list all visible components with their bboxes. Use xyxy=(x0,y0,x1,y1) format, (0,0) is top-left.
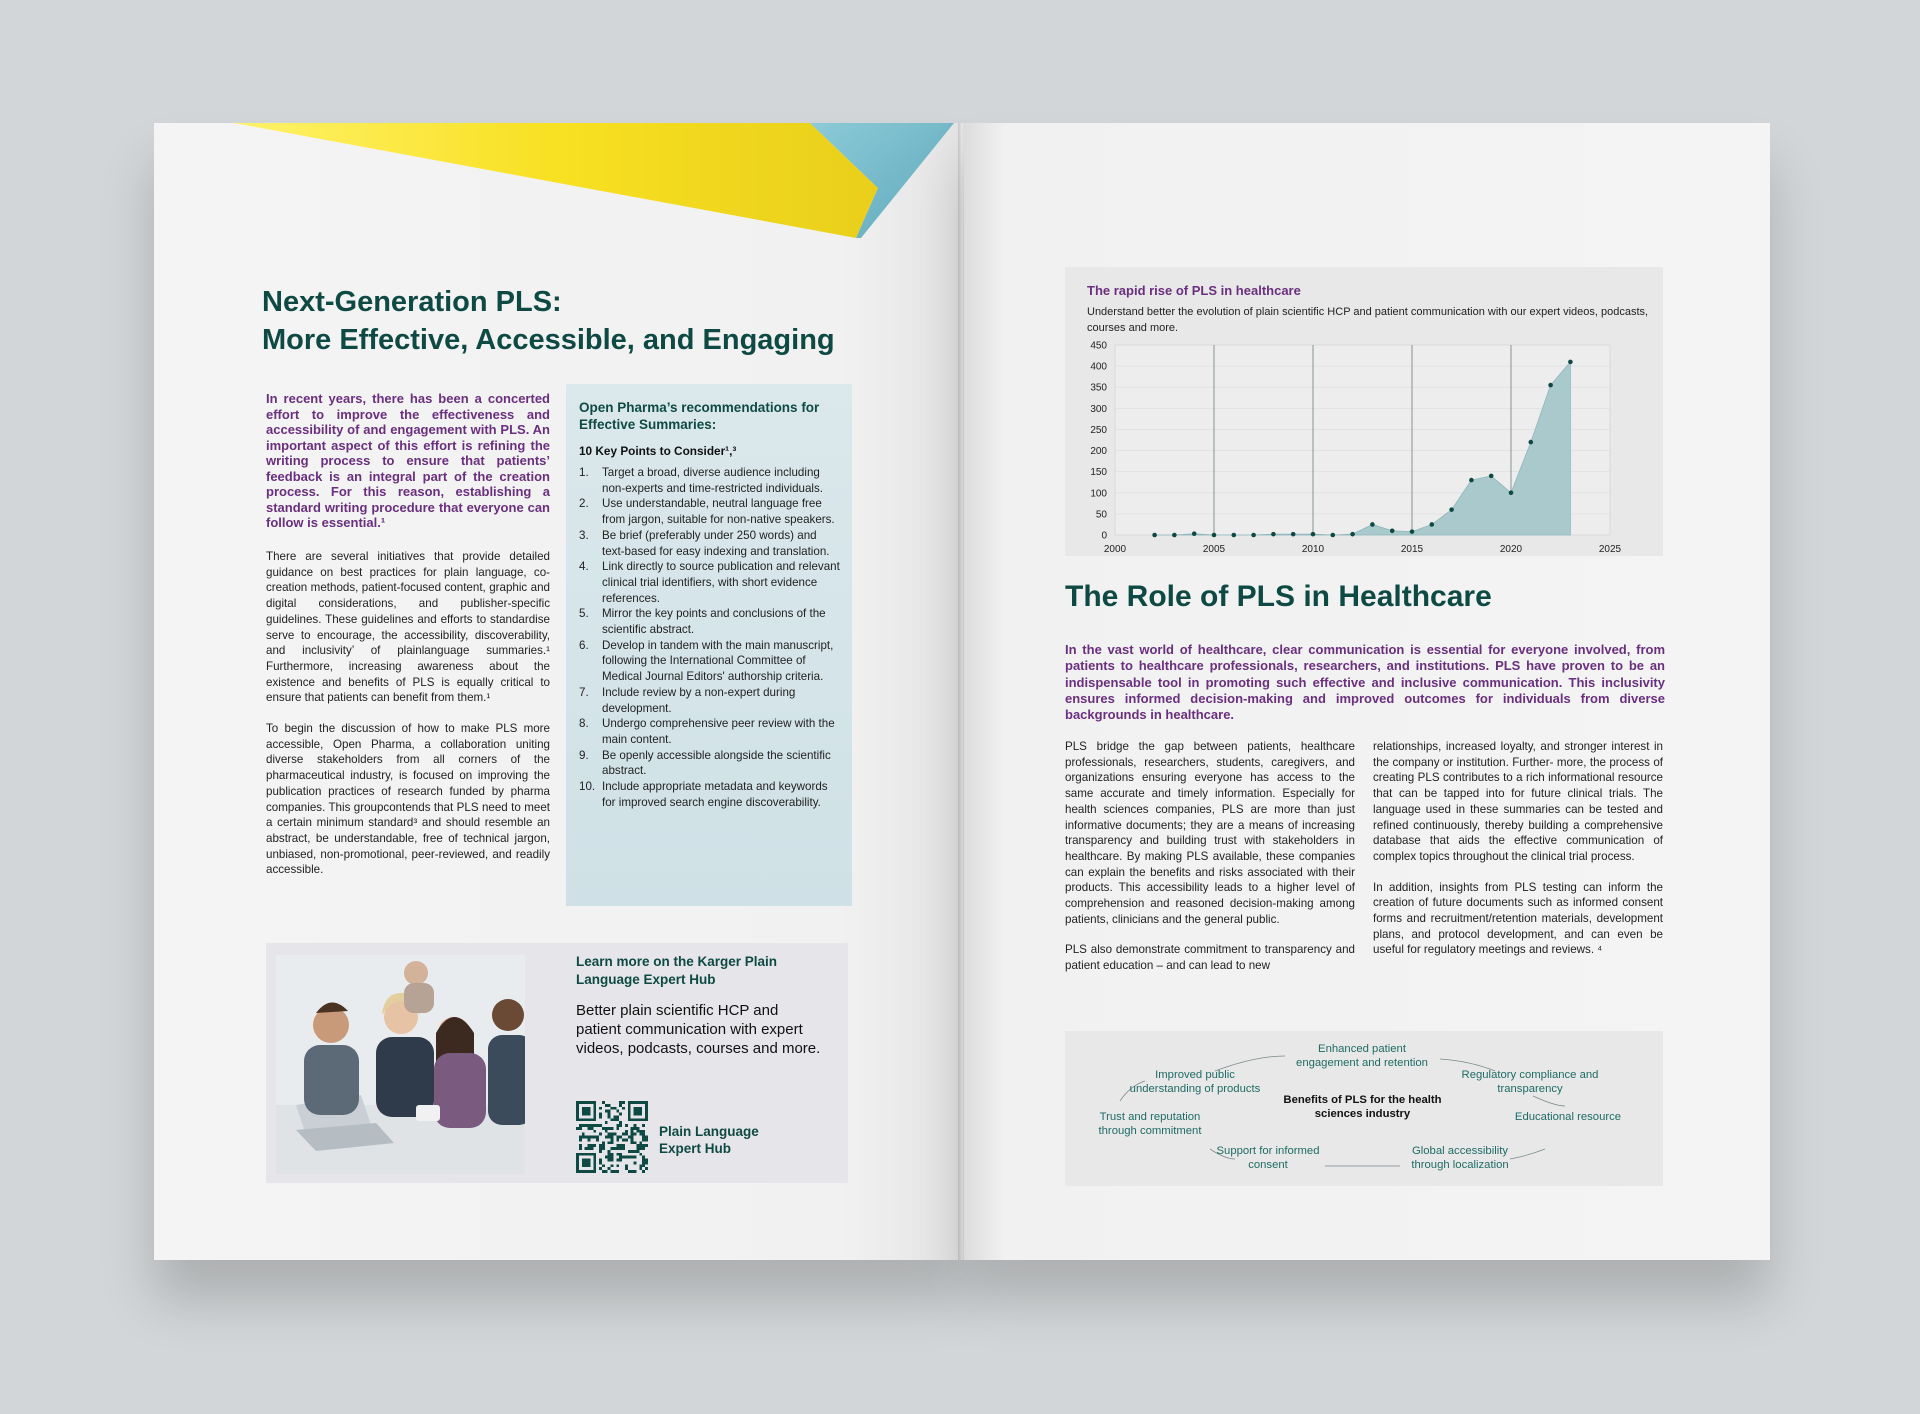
data-point xyxy=(1251,533,1256,538)
recommendation-item xyxy=(579,606,841,637)
body-paragraph: In addition, insights from PLS testing can inform the creation of future documents such as informed consent forms and recruitment/retention materials, development plans, and protocol development, and can even be useful for regulatory meetings and reviews. ⁴ xyxy=(1373,880,1663,957)
item-text: Develop in tandem with the main manuscript, following the International Committee of Medical Journal Editors' authorship criteria. xyxy=(602,638,834,684)
chart-card xyxy=(1065,267,1663,556)
title-line-2: More Effective, Accessible, and Engaging xyxy=(262,324,835,356)
data-point xyxy=(1390,528,1395,533)
recommendations-title: Open Pharma’s recommendations for Effective Summaries: xyxy=(579,400,820,432)
diagram-node: Improved public understanding of products xyxy=(1129,1069,1261,1095)
diagram-node: Educational resource xyxy=(1514,1111,1622,1123)
chart-title: The rapid rise of PLS in healthcare xyxy=(1087,283,1301,298)
learn-more-title: Learn more on the Karger Plain Language Expert Hub xyxy=(576,954,778,987)
data-point xyxy=(1548,383,1553,388)
recommendations-box xyxy=(566,384,852,906)
diagram-node: Regulatory compliance and transparency xyxy=(1461,1069,1599,1095)
data-point xyxy=(1291,532,1296,537)
item-text: Include review by a non-expert during development. xyxy=(602,685,796,715)
recommendation-item xyxy=(579,465,841,496)
data-point xyxy=(1152,533,1157,538)
diagram-node: Trust and reputation through commitment xyxy=(1098,1111,1202,1137)
x-tick-label: 2025 xyxy=(1598,544,1622,552)
item-number: 2. xyxy=(579,497,589,511)
data-point xyxy=(1489,474,1494,479)
page-title xyxy=(262,283,882,359)
data-point xyxy=(1509,490,1514,495)
data-point xyxy=(1370,522,1375,527)
data-point xyxy=(1331,533,1336,538)
item-text: Be brief (preferably under 250 words) and text-based for easy indexing and translation. xyxy=(602,528,830,558)
recommendation-item xyxy=(579,748,841,779)
data-point xyxy=(1192,531,1197,536)
area-chart xyxy=(1065,337,1663,552)
item-number: 10. xyxy=(579,780,596,794)
recommendation-item xyxy=(579,716,841,747)
item-number: 1. xyxy=(579,466,589,479)
diagram-center: Benefits of PLS for the health sciences industry xyxy=(1283,1094,1442,1120)
x-tick-label: 2010 xyxy=(1301,544,1325,552)
y-tick-label: 400 xyxy=(1090,361,1107,373)
item-number: 5. xyxy=(579,607,589,621)
x-tick-label: 2000 xyxy=(1103,544,1127,552)
benefits-diagram xyxy=(1065,1031,1663,1186)
data-point xyxy=(1410,529,1415,534)
item-text: Target a broad, diverse audience including non-experts and time-restricted individuals. xyxy=(602,466,824,495)
intro-lead: In recent years, there has been a concerted effort to improve the effectiveness and accessibility of and engagement with PLS. An important aspect of this effort is refining the writing process to ensure that patients’ feedback is an integral part of the creation process. For this reason, establishing a standard writing procedure that everyone can follow is essential.¹ xyxy=(266,391,550,530)
data-point xyxy=(1172,533,1177,538)
learn-more-text: Better plain scientific HCP and patient communication with expert videos, podcasts, courses and more. xyxy=(576,1002,821,1057)
y-tick-label: 450 xyxy=(1090,340,1107,352)
right-column-1 xyxy=(1065,739,1355,989)
ribbon-decoration xyxy=(154,123,961,263)
y-tick-label: 300 xyxy=(1090,403,1107,415)
y-tick-label: 250 xyxy=(1090,424,1107,436)
item-number: 4. xyxy=(579,560,589,574)
item-number: 7. xyxy=(579,685,589,699)
item-number: 8. xyxy=(579,717,589,731)
data-point xyxy=(1449,507,1454,512)
item-text: Use understandable, neutral language free from jargon, suitable for non-native speakers. xyxy=(602,497,835,527)
y-tick-label: 100 xyxy=(1090,488,1107,500)
y-tick-label: 0 xyxy=(1101,530,1107,542)
body-paragraph: To begin the discussion of how to make PLS more accessible, Open Pharma, a collaboration uniting diverse stakeholders from all corners of the pharmaceutical industry, is focused on improving the publication practices of research funded by pharma companies. This groupcontends that PLS need to meet a certain minimum standard³ and should resemble an abstract, be understandable, free of technical jargon, unbiased, non-promotional, peer-reviewed, and readily accessible. xyxy=(266,722,550,877)
recommendation-item xyxy=(579,638,841,685)
y-tick-label: 350 xyxy=(1090,382,1107,394)
body-paragraph: PLS also demonstrate commitment to transparency and patient education – and can lead to new xyxy=(1065,943,1355,973)
right-column-2 xyxy=(1373,739,1663,973)
recommendations-list xyxy=(579,465,841,810)
item-text: Include appropriate metadata and keywords for improved search engine discoverability. xyxy=(602,780,828,809)
section-lead: In the vast world of healthcare, clear communication is essential for everyone involved, from patients to healthcare professionals, researchers, and institutions. PLS have proven to be an indispensable tool in promoting such effective and inclusive communication. This inclusivity ensures informed decision-making and improved outcomes for individuals from diverse backgrounds in healthcare. xyxy=(1065,642,1665,723)
qr-label[interactable]: Plain Language Expert Hub xyxy=(659,1124,759,1156)
diagram-node: Support for informed consent xyxy=(1216,1145,1320,1171)
recommendation-item xyxy=(579,528,841,559)
body-paragraph: PLS bridge the gap between patients, healthcare professionals, researchers, students, caregivers, and organizations ensuring everyone has access to the same accurate and timely information. Especially for health sciences companies, PLS are more than just informative documents; they are a means of increasing transparency and building trust with stakeholders in healthcare. By making PLS available, these companies can explain the benefits and risks associated with their products. This accessibility leads to a higher level of comprehension and reasoned decision-making among patients, clinicians and the general public. xyxy=(1065,740,1355,926)
data-point xyxy=(1568,360,1573,365)
item-number: 9. xyxy=(579,748,589,762)
data-point xyxy=(1232,533,1237,538)
learn-more-box xyxy=(266,943,848,1183)
item-text: Be openly accessible alongside the scientific abstract. xyxy=(602,748,831,778)
data-point xyxy=(1469,478,1474,483)
data-point xyxy=(1350,532,1355,537)
body-paragraph: There are several initiatives that provide detailed guidance on best practices for plain language, co-creation methods, patient-focused content, graphic and digital considerations, and publisher-specific guidelines. These guidelines and efforts to standardise serve to encourage, the accessibility, discoverability, and inclusivity’ of plainlanguage summaries.¹ Furthermore, increasing awareness about the existence and benefits of PLS is equally critical to ensure that patients can benefit from them.¹ xyxy=(266,550,550,705)
x-tick-label: 2020 xyxy=(1499,544,1523,552)
recommendation-item xyxy=(579,779,841,810)
meeting-photo xyxy=(276,955,525,1174)
item-number: 6. xyxy=(579,638,589,652)
section-heading: The Role of PLS in Healthcare xyxy=(1065,580,1492,613)
x-tick-label: 2005 xyxy=(1202,544,1226,552)
y-tick-label: 200 xyxy=(1090,446,1107,458)
recommendations-subtitle: 10 Key Points to Consider¹,³ xyxy=(579,444,737,458)
left-page xyxy=(154,123,961,1260)
title-line-1: Next-Generation PLS: xyxy=(262,286,562,318)
right-page xyxy=(964,123,1770,1260)
recommendation-item xyxy=(579,496,841,527)
data-point xyxy=(1311,532,1316,537)
y-tick-label: 50 xyxy=(1095,509,1107,521)
recommendation-item xyxy=(579,559,841,606)
qr-code-icon[interactable] xyxy=(576,1101,648,1173)
chart-subtitle: Understand better the evolution of plain scientific HCP and patient communication with our expert videos, podcasts, courses and more. xyxy=(1087,306,1649,334)
item-number: 3. xyxy=(579,528,589,542)
recommendation-item xyxy=(579,685,841,716)
item-text: Mirror the key points and conclusions of the scientific abstract. xyxy=(602,607,826,637)
diagram-node: Enhanced patient engagement and retention xyxy=(1296,1043,1428,1069)
item-text: Undergo comprehensive peer review with the main content. xyxy=(602,717,835,746)
data-point xyxy=(1529,440,1534,445)
data-point xyxy=(1430,522,1435,527)
left-body xyxy=(266,549,550,893)
x-tick-label: 2015 xyxy=(1400,544,1424,552)
item-text: Link directly to source publication and relevant clinical trial identifiers, with short evidence references. xyxy=(602,560,840,605)
diagram-node: Global accessibility through localization xyxy=(1411,1145,1509,1171)
y-tick-label: 150 xyxy=(1090,467,1107,479)
body-paragraph: relationships, increased loyalty, and stronger interest in the company or institution. Further- more, the process of creating PLS contributes to a rich informational resource that can be tapped into for future clinical trials. The language used in these summaries can be tested and refined continuously, thereby building a comprehensive database that aids the effective communication of complex topics throughout the clinical trial process. xyxy=(1373,740,1663,863)
data-point xyxy=(1271,532,1276,537)
data-point xyxy=(1212,533,1217,538)
